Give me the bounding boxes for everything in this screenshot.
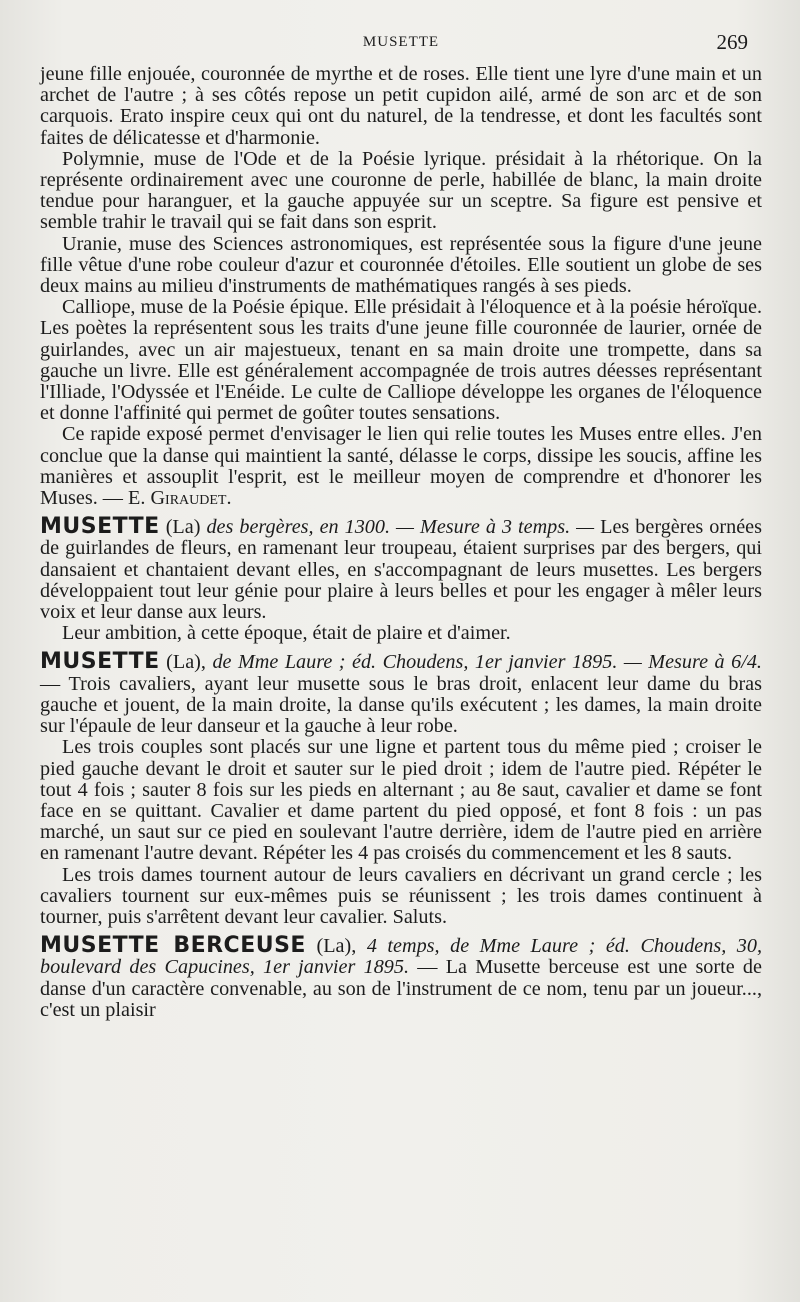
entry-tag: (La) (159, 516, 207, 539)
entry-tag: (La), (159, 651, 213, 674)
entry-subtitle: 4 temps, de Mme Laure ; éd. Choudens, 30, boulevard des Capucines, 1er janvier 1895. (40, 935, 763, 979)
paragraph-conclusion (40, 424, 762, 509)
running-title: MUSETTE (362, 34, 440, 50)
page-body (40, 64, 762, 1021)
entry-text: Les bergères ornées de guirlandes de fleurs, en ramenant leur troupeau, étaient surprises par des bergers, qui dansaient et chantaient devant elles, en s'accompagnant de leurs musettes. Les bergers développaient tout leur génie pour plaire à leurs belles et pour les engager à mêler leurs voix et leur danse aux leurs. (40, 516, 762, 624)
entry-headword: MUSETTE (40, 514, 160, 540)
entry-subtitle: de Mme Laure ; éd. Choudens, 1er janvier 1895. — Mesure à 6/4. (212, 651, 762, 674)
entry-paragraph: Leur ambition, à cette époque, était de plaire et d'aimer. (62, 622, 511, 645)
entry-subtitle: des bergères, en 1300. — Mesure à 3 temps. — (206, 516, 595, 539)
paragraph-uranie: Uranie, muse des Sciences astronomiques, est représentée sous la figure d'une jeune fille vêtue d'une robe couleur d'azur et couronnée d'étoiles. Elle soutient un globe de ses deux mains au milieu d'instruments de mathématiques rangés à ses pieds. (40, 232, 762, 298)
page-number: 269 (716, 30, 748, 54)
entry-headword: MUSETTE BERCEUSE (40, 933, 306, 959)
entry-paragraph: Les trois couples sont placés sur une ligne et partent tous du même pied ; croiser le pied gauche devant le droit et sauter sur le pied droit ; idem de l'autre pied. Répéter le tout 4 fois ; sauter 8 fois sur les pieds en alternant ; au 8e saut, cavalier et dame se font face en se quittant. Cavalier et dame partent du pied opposé, et font 8 fois : un pas marché, un saut sur ce pied en soulevant l'autre derrière, idem de l'autre pied en arrière en ramenant l'autre devant. Répéter les 4 pas croisés du commencement et les 8 sauts. (40, 736, 762, 865)
author-signature: E. Giraudet. (128, 487, 232, 510)
conclusion-text: Ce rapide exposé permet d'envisager le lien qui relie toutes les Muses entre elles. J'en conclue que la danse qui maintient la santé, délasse le corps, dissipe les soucis, affine les manières et assouplit l'esprit, est le meilleur moyen de comprendre et d'honorer les Muses. — (40, 423, 762, 510)
paragraph-polymnie: Polymnie, muse de l'Ode et de la Poésie lyrique. présidait à la rhétorique. On la représente ordinairement avec une couronne de perle, habillée de blanc, la main droite tendue pour haranguer, et la gauche appuyée sur un sceptre. Sa figure est pensive et semble trahir le travail qui se fait dans son esprit. (40, 147, 762, 234)
entry-text: — Trois cavaliers, ayant leur musette sous le bras droit, enlacent leur dame du bras gauche et jouent, de la main droite, la danse qu'ils exécutent ; les dames, la main droite sur l'épaule de leur danseur et la gauche à leur robe. (40, 672, 762, 738)
entry-paragraph: Les trois dames tournent autour de leurs cavaliers en décrivant un grand cercle ; les cavaliers tournent sur eux-mêmes puis se réunissent ; les trois dames continuent à tourner, puis s'arrêtent devant leur cavalier. Saluts. (40, 863, 762, 928)
paragraph-calliope: Calliope, muse de la Poésie épique. Elle présidait à l'éloquence et à la poésie héroïque. Les poètes la représentent sous les traits d'une jeune fille couronnée de laurier, ornée de guirlandes, avec un air majestueux, tenant en sa main droite une trompette, dans sa gauche un livre. Elle est généralement accompagnée de trois autres déesses représentant l'Illiade, l'Odyssée et l'Enéide. Le culte de Calliope développe les organes de l'éloquence et donne l'affinité qui permet de goûter toutes sensations. (40, 296, 762, 425)
entry-musette-laure (40, 651, 762, 737)
running-head (40, 30, 762, 64)
paragraph-erato: jeune fille enjouée, couronnée de myrthe et de roses. Elle tient une lyre d'une main et un archet de l'autre ; à ses côtés repose un petit cupidon ailé, armé de son arc et de son carquois. Erato inspire ceux qui ont du naturel, de la tendresse, et dont les facultés sont faites de délicatesse et d'harmonie. (40, 63, 762, 149)
entry-headword: MUSETTE (40, 649, 160, 675)
entry-musette-berceuse (40, 935, 762, 1021)
entry-text: — La Musette berceuse est une sorte de danse d'un caractère convenable, au son de l'instrument de ce nom, tenu par un joueur..., c'est un plaisir (40, 956, 762, 1021)
entry-tag: (La), (305, 935, 367, 958)
entry-musette-bergeres (40, 516, 762, 623)
